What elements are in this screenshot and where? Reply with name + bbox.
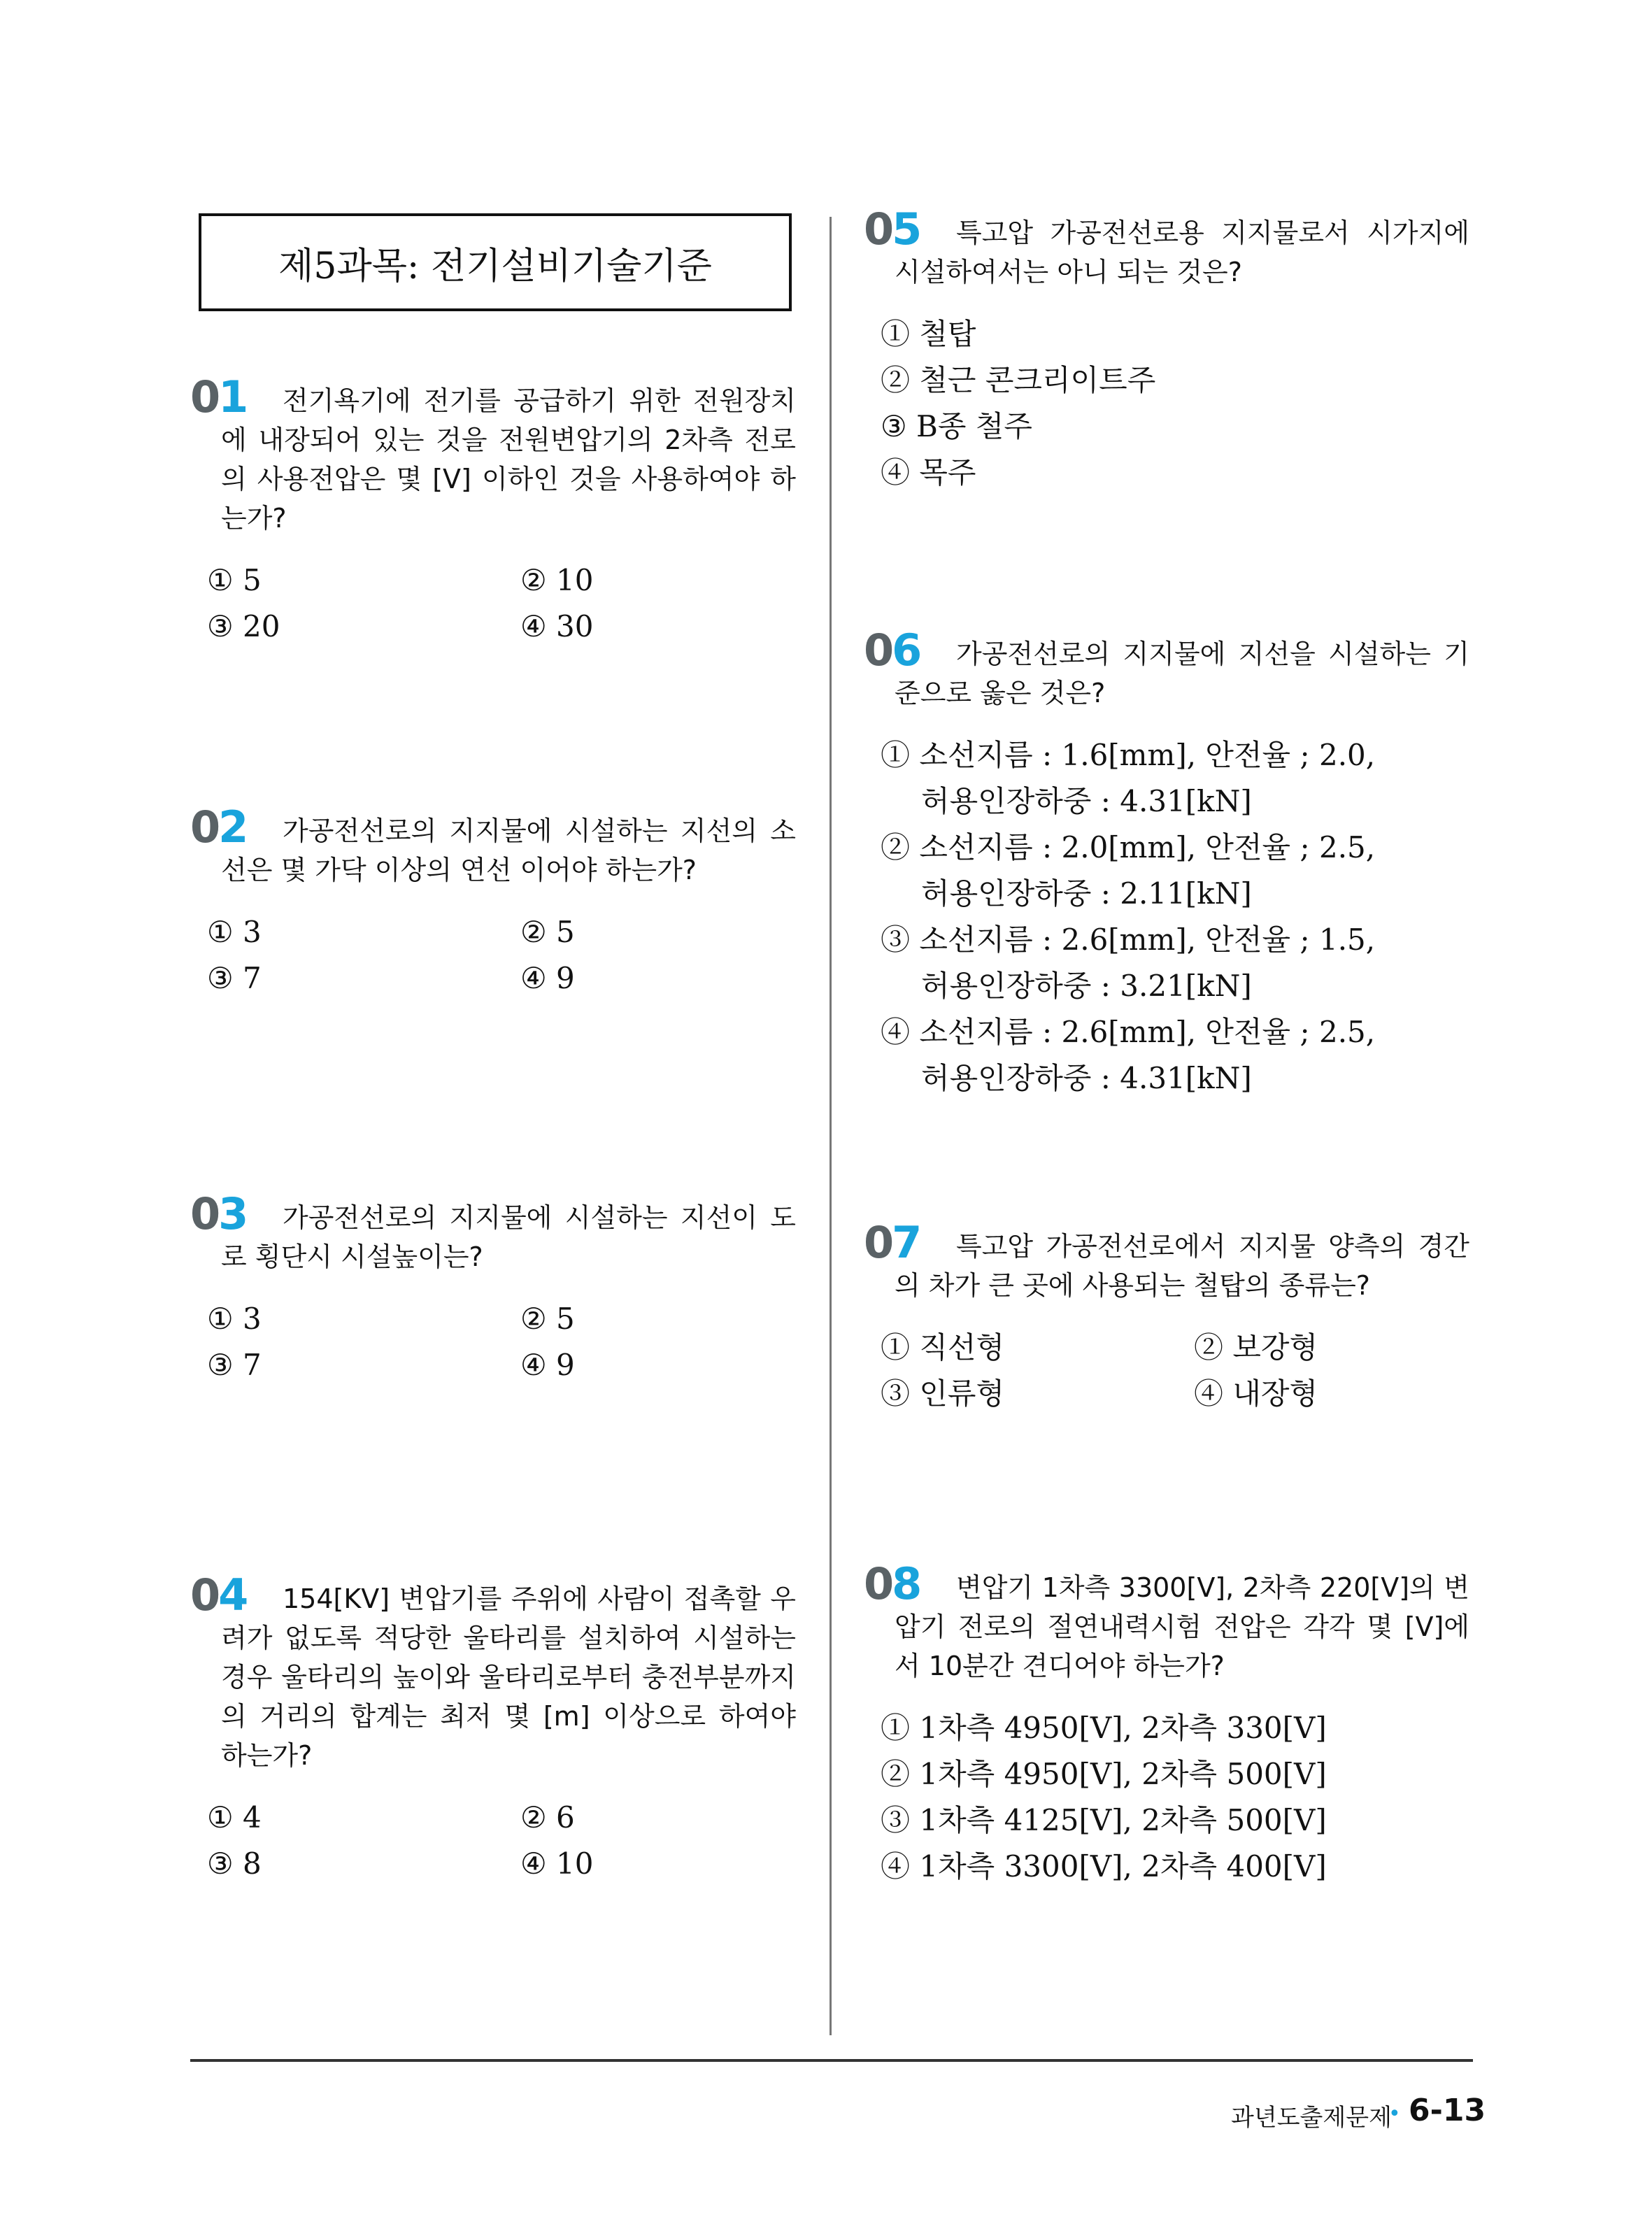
question-05 [864,204,1469,496]
question-text: 가공전선로의 지지물에 지선을 시설하는 기준으로 옳은 것은? [895,639,1469,708]
options [190,1296,796,1388]
option-4[interactable]: ④ 30 [520,609,594,643]
option-1[interactable]: ① 3 [207,915,262,949]
option-3[interactable]: ③ 7 [207,1348,262,1382]
options [190,557,796,650]
option-4[interactable]: ④ 내장형 [1194,1376,1318,1411]
question-number: 05 [864,204,920,255]
option-4[interactable]: ④ 소선지름 : 2.6[mm], 안전율 ; 2.5, 허용인장하중 : 4.31[kN] [881,1015,1376,1095]
options [864,1325,1469,1417]
option-3[interactable]: ③ 8 [207,1846,262,1881]
option-4[interactable]: ④ 1차측 3300[V], 2차측 400[V] [881,1849,1327,1883]
subject-title-box [199,213,792,311]
option-3[interactable]: ③ 1차측 4125[V], 2차측 500[V] [881,1803,1327,1837]
question-number: 03 [190,1188,247,1239]
question-text: 전기욕기에 전기를 공급하기 위한 전원장치에 내장되어 있는 것을 전원변압기의 2차측 전로의 사용전압은 몇 [V] 이하인 것을 사용하여야 하는가? [221,385,796,534]
question-03 [190,1188,796,1388]
option-3[interactable]: ③ 20 [207,609,280,643]
option-2[interactable]: ② 6 [520,1800,575,1835]
question-number: 07 [864,1217,920,1268]
question-07 [864,1217,1469,1417]
option-2[interactable]: ② 1차측 4950[V], 2차측 500[V] [881,1757,1327,1791]
options [190,909,796,1002]
question-text: 154[KV] 변압기를 주위에 사람이 접촉할 우려가 없도록 적당한 울타리를 설치하여 시설하는 경우 울타리의 높이와 울타리로부터 충전부분까지의 거리의 합계는 최저 몇 [m] 이상으로 하여야 하는가? [221,1583,796,1771]
question-text: 특고압 가공전선로용 지지물로서 시가지에 시설하여서는 아니 되는 것은? [895,218,1469,287]
question-number: 01 [190,371,247,422]
option-2[interactable]: ② 보강형 [1194,1330,1318,1365]
option-1[interactable]: ① 철탑 [881,317,976,351]
question-08 [864,1558,1469,1890]
option-1[interactable]: ① 3 [207,1302,262,1336]
footer-section-label: 과년도출제문제 [1231,2104,1392,2132]
question-text: 특고압 가공전선로에서 지지물 양측의 경간의 차가 큰 곳에 사용되는 철탑의 종류는? [895,1231,1469,1301]
question-04 [190,1569,796,1887]
bullet-dot-icon: • [1388,2102,1401,2126]
question-number: 02 [190,802,247,853]
option-2[interactable]: ② 철근 콘크리이트주 [881,363,1156,397]
options [864,732,1469,1102]
question-text: 가공전선로의 지지물에 시설하는 지선의 소선은 몇 가닥 이상의 연선 이어야 하는가? [221,816,796,885]
option-2[interactable]: ② 소선지름 : 2.0[mm], 안전율 ; 2.5, 허용인장하중 : 2.11[kN] [881,830,1376,911]
option-2[interactable]: ② 10 [520,563,594,597]
question-01 [190,371,796,650]
option-1[interactable]: ① 소선지름 : 1.6[mm], 안전율 ; 2.0, 허용인장하중 : 4.31[kN] [881,738,1376,818]
question-number: 08 [864,1558,920,1609]
question-02 [190,802,796,1002]
option-1[interactable]: ① 직선형 [881,1330,1005,1365]
option-1[interactable]: ① 5 [207,563,262,597]
options [864,311,1469,496]
question-number: 04 [190,1569,247,1621]
option-1[interactable]: ① 1차측 4950[V], 2차측 330[V] [881,1711,1327,1745]
question-text: 가공전선로의 지지물에 시설하는 지선이 도로 횡단시 시설높이는? [221,1202,796,1272]
option-3[interactable]: ③ 소선지름 : 2.6[mm], 안전율 ; 1.5, 허용인장하중 : 3.21[kN] [881,923,1376,1003]
option-1[interactable]: ① 4 [207,1800,262,1835]
option-3[interactable]: ③ 7 [207,961,262,995]
option-4[interactable]: ④ 9 [520,961,575,995]
option-4[interactable]: ④ 9 [520,1348,575,1382]
page-number: 6-13 [1409,2093,1486,2128]
question-06 [864,625,1469,1102]
option-3[interactable]: ③ 인류형 [881,1376,1005,1411]
question-number: 06 [864,625,920,676]
options [190,1795,796,1887]
option-2[interactable]: ② 5 [520,1302,575,1336]
footer-rule [190,2059,1473,2062]
column-divider [829,217,832,2035]
subject-title: 제5과목: 전기설비기술기준 [278,245,712,287]
options [864,1705,1469,1890]
option-4[interactable]: ④ 10 [520,1846,594,1881]
option-2[interactable]: ② 5 [520,915,575,949]
option-3[interactable]: ③ B종 철주 [881,409,1032,443]
question-text: 변압기 1차측 3300[V], 2차측 220[V]의 변압기 전로의 절연내력시험 전압은 각각 몇 [V]에서 10분간 견디어야 하는가? [895,1572,1469,1681]
option-4[interactable]: ④ 목주 [881,455,976,490]
